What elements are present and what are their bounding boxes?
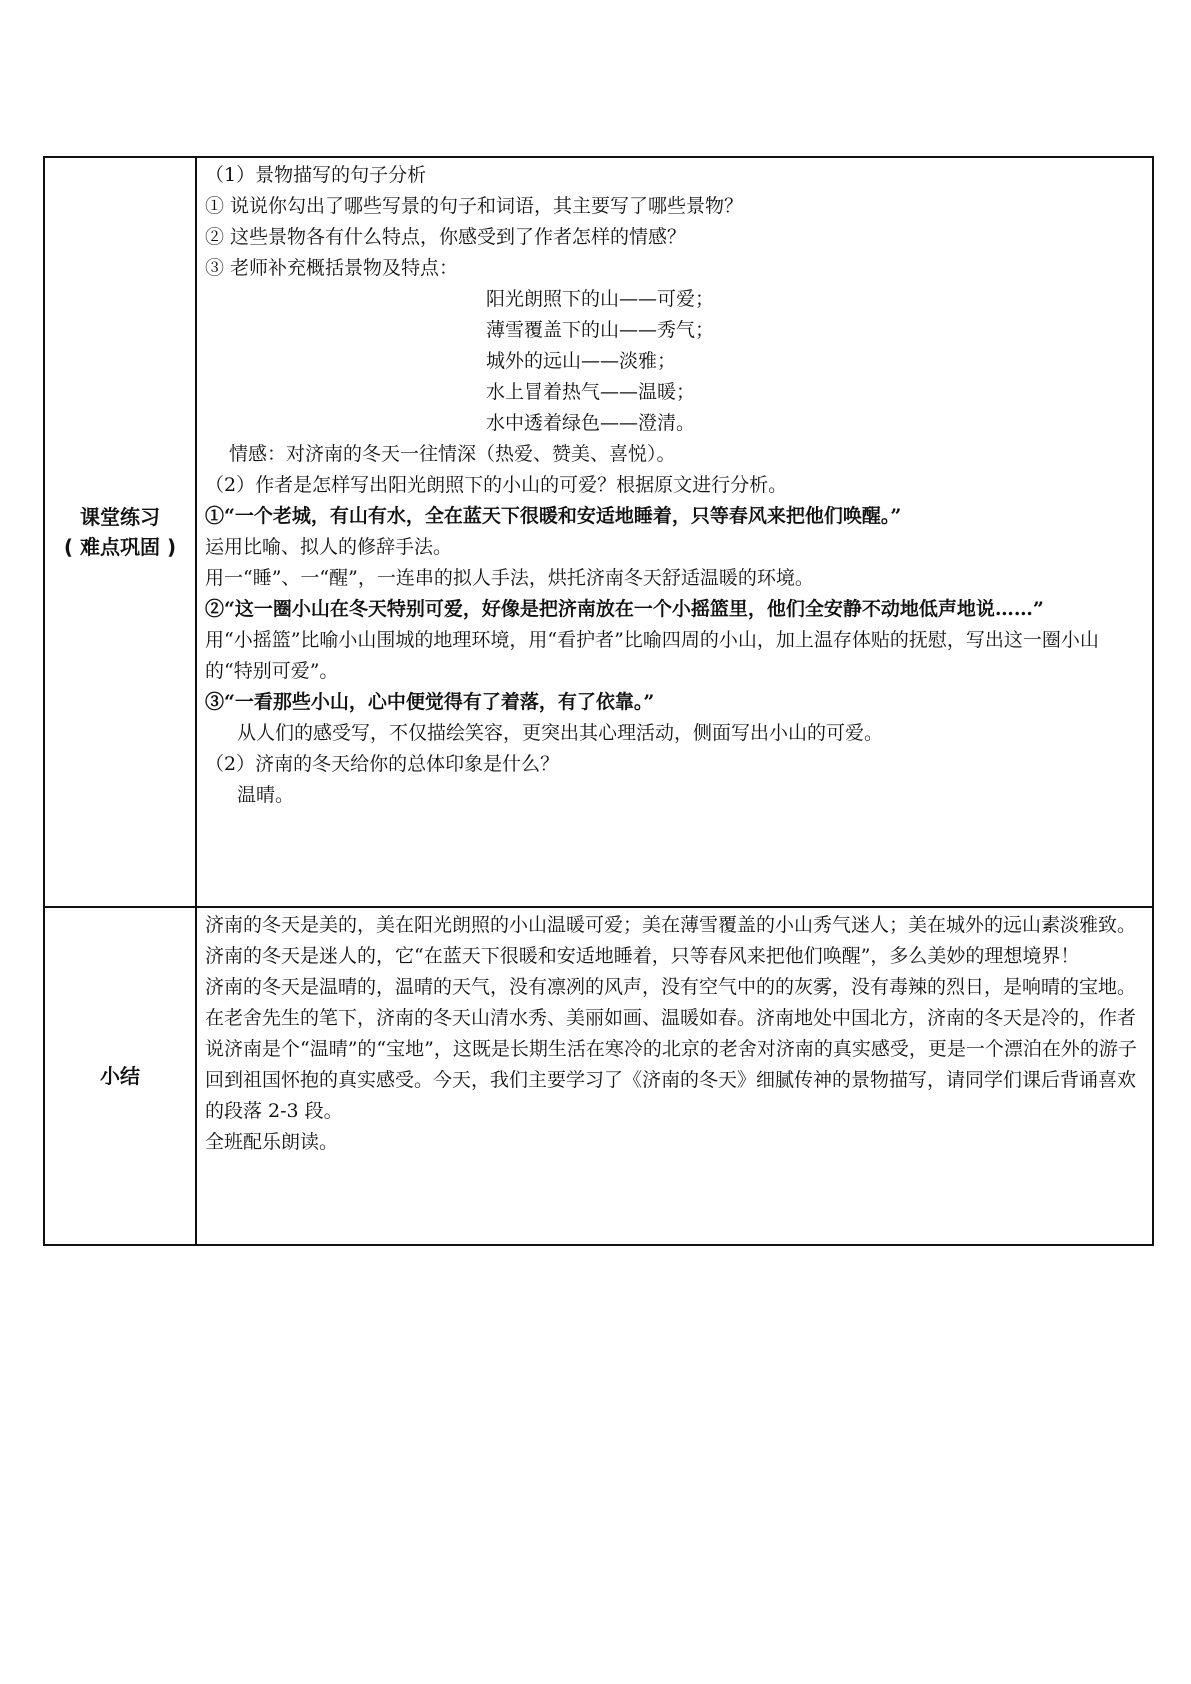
- scenery-item: 城外的远山——淡雅；: [486, 350, 677, 372]
- section-heading: （2）济南的冬天给你的总体印象是什么？: [205, 753, 560, 775]
- question-3: ③ 老师补充概括景物及特点：: [205, 257, 459, 279]
- section-heading: （1）景物描写的句子分析: [205, 164, 427, 186]
- lesson-table: [43, 156, 1154, 1246]
- answer-text: 温晴。: [237, 784, 295, 806]
- analysis-text: 运用比喻、拟人的修辞手法。: [205, 536, 453, 558]
- analysis-text: 用一“睡”、一“醒”，一连串的拟人手法，烘托济南冬天舒适温暖的环境。: [205, 567, 814, 589]
- scenery-item: 水中透着绿色——澄清。: [486, 412, 696, 434]
- summary-paragraph: 全班配乐朗读。: [205, 1131, 339, 1153]
- summary-paragraph: 济南的冬天是温晴的，温晴的天气，没有凛冽的风声，没有空气中的的灰雾，没有毒辣的烈日，是响晴的宝地。: [205, 976, 1137, 998]
- summary-paragraph: 在老舍先生的笔下，济南的冬天山清水秀、美丽如画、温暖如春。济南地处中国北方，济南的冬天是冷的，作者说济南是个“温晴”的“宝地”，这既是长期生活在寒冷的北京的老舍对济南的真实感受，更是一个漂泊在外的游子回到祖国怀抱的真实感受。今天，我们主要学习了《济南的冬天》细腻传神的景物描写，请同学们课后背诵喜欢的段落 2-3 段。: [205, 1007, 1137, 1122]
- scenery-item: 薄雪覆盖下的山——秀气；: [486, 319, 715, 341]
- quote-text: ②“这一圈小山在冬天特别可爱，好像是把济南放在一个小摇篮里，他们全安静不动地低声地说……”: [205, 598, 1044, 620]
- practice-label-cell: [44, 157, 196, 907]
- summary-paragraph: 济南的冬天是迷人的，它“在蓝天下很暖和安适地睡着，只等春风来把他们唤醒”，多么美妙的理想境界！: [205, 945, 1080, 967]
- quote-text: ③“一看那些小山，心中便觉得有了着落，有了依靠。”: [205, 691, 655, 713]
- emotion-text: 情感：对济南的冬天一往情深（热爱、赞美、喜悦）。: [229, 443, 676, 465]
- question-1: ① 说说你勾出了哪些写景的句子和词语，其主要写了哪些景物？: [205, 195, 744, 217]
- practice-label-title: 课堂练习: [80, 505, 160, 529]
- scenery-item: 水上冒着热气——温暖；: [486, 381, 696, 403]
- scenery-item: 阳光朗照下的山——可爱；: [486, 288, 715, 310]
- analysis-text: 用“小摇篮”比喻小山围城的地理环境，用“看护者”比喻四周的小山，加上温存体贴的抚慰，写出这一圈小山的“特别可爱”。: [205, 629, 1099, 682]
- summary-label-cell: [44, 907, 196, 1245]
- practice-label-subtitle: ( 难点巩固 ): [63, 535, 177, 559]
- summary-paragraph: 济南的冬天是美的，美在阳光朗照的小山温暖可爱；美在薄雪覆盖的小山秀气迷人；美在城外的远山素淡雅致。: [205, 914, 1137, 936]
- question-2: ② 这些景物各有什么特点，你感受到了作者怎样的情感？: [205, 226, 687, 248]
- section-heading: （2）作者是怎样写出阳光朗照下的小山的可爱？根据原文进行分析。: [205, 474, 788, 496]
- quote-text: ①“一个老城，有山有水，全在蓝天下很暖和安适地睡着，只等春风来把他们唤醒。”: [205, 505, 902, 527]
- summary-row: [44, 907, 1153, 1245]
- summary-content-cell: [196, 907, 1153, 1245]
- analysis-text: 从人们的感受写，不仅描绘笑容，更突出其心理活动，侧面写出小山的可爱。: [237, 722, 884, 744]
- summary-label: 小结: [100, 1064, 140, 1088]
- practice-content-cell: [196, 157, 1153, 907]
- practice-row: [44, 157, 1153, 907]
